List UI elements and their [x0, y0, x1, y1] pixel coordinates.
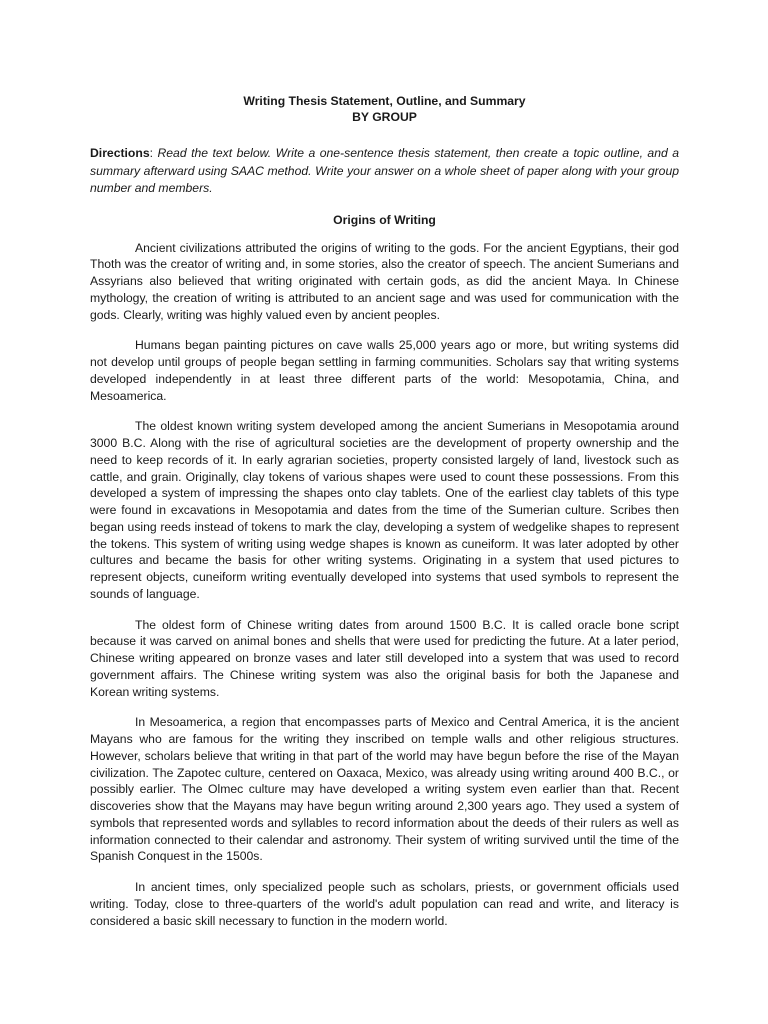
directions-text: Read the text below. Write a one-sentence thesis statement, then create a topic outline, and a summary afterward using SAAC method. Write your answer on a whole sheet of paper along with your group number and members. — [90, 146, 680, 195]
paragraph-1: Ancient civilizations attributed the origins of writing to the gods. For the ancient Egyptians, their god Thoth was the creator of writing and, in some stories, also the creator of speech. The ancient Sumerians and Assyrians also believed that writing originated with certain gods, as did the ancient Maya. In Chinese mythology, the creation of writing is attributed to an ancient sage and was used for communication with the gods. Clearly, writing was highly valued even by ancient peoples. — [90, 240, 679, 322]
paragraph-5: In Mesoamerica, a region that encompasses parts of Mexico and Central America, it is the ancient Mayans who are famous for the writing they inscribed on temple walls and other religious structures. However, scholars believe that writing in that part of the world may have begun before the rise of the Mayan civilization. The Zapotec culture, centered on Oaxaca, Mexico, was already using writing around 400 B.C., or possibly earlier. The Olmec culture may have developed a writing system even earlier than that. Recent discoveries show that the Mayans may have begun writing around 2,300 years ago. They used a system of symbols that represented words and syllables to record information about the deeds of their rulers as well as information connected to their calendar and astronomy. Their system of writing survived until the time of the Spanish Conquest in the 1500s. — [90, 715, 679, 864]
document-page — [90, 93, 679, 943]
directions-label: Directions — [90, 146, 150, 160]
paragraph-4: The oldest form of Chinese writing dates from around 1500 B.C. It is called oracle bone script because it was carved on animal bones and shells that were used for predicting the future. At a later period, Chinese writing appeared on bronze vases and later still developed into a system that was used to record government affairs. The Chinese writing system was also the original basis for both the Japanese and Korean writing systems. — [90, 617, 679, 699]
document-subtitle: BY GROUP — [352, 110, 417, 124]
directions — [90, 145, 679, 198]
section-heading: Origins of Writing — [333, 212, 436, 227]
document-title: Writing Thesis Statement, Outline, and Summary — [243, 94, 526, 108]
paragraph-2: Humans began painting pictures on cave walls 25,000 years ago or more, but writing systems did not develop until groups of people began settling in farming communities. Scholars say that writing systems developed independently in at least three different parts of the world: Mesopotamia, China, and Mesoamerica. — [90, 338, 679, 403]
directions-colon: : — [149, 146, 158, 160]
paragraph-3: The oldest known writing system developed among the ancient Sumerians in Mesopotamia around 3000 B.C. Along with the rise of agricultural societies are the development of property ownership and the need to keep records of it. In early agrarian societies, property consisted largely of land, livestock such as cattle, and grain. Originally, clay tokens of various shapes were used to count these possessions. From this developed a system of impressing the shapes onto clay tablets. One of the earliest clay tablets of this type were found in excavations in Mesopotamia and dates from the time of the Sumerian culture. Scribes then began using reeds instead of tokens to mark the clay, developing a system of wedgelike shapes to represent the tokens. This system of writing using wedge shapes is known as cuneiform. It was later adopted by other cultures and became the basis for other writing systems. Originating in a system that used pictures to represent objects, cuneiform writing eventually developed into systems that used symbols to represent the sounds of language. — [90, 419, 679, 601]
paragraph-6: In ancient times, only specialized people such as scholars, priests, or government officials used writing. Today, close to three-quarters of the world's adult population can read and write, and literacy is considered a basic skill necessary to function in the modern world. — [90, 880, 679, 928]
